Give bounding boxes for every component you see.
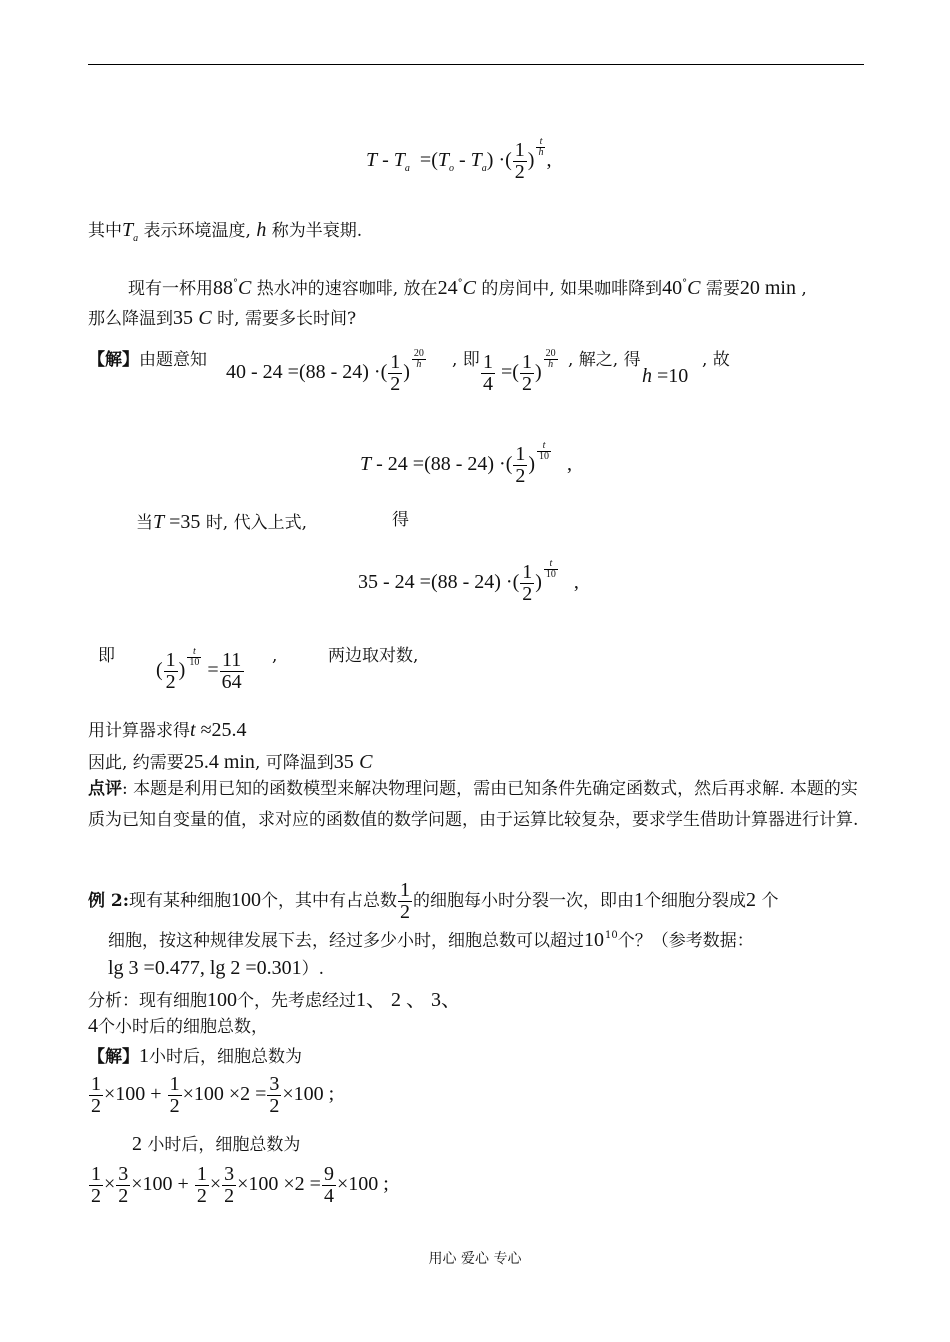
solution-formula-b: $\frac{1}{4}$ =( $\frac{1}{2}$ ) $^{\frac{20}{h}}$ [483,347,556,395]
calc-line: 用计算器求得t ≈25.4 [88,719,247,741]
example2-line-2: 细胞，按这种规律发展下去，经过多少小时，细胞总数可以超过$10^{10}$个？（参考数据： [108,929,754,951]
formula-newton-cooling: $T - T_a =(T_o - T_a)$ ·( $\frac{1}{2}$ ) $^{\frac{t}{h}}$ , [366,135,552,183]
log-text: 两边取对数, [328,646,419,666]
comma: , [272,646,278,666]
header-rule [88,64,864,65]
problem-line-1: 现有一杯用88°C 热水冲的速容咖啡, 放在24°C 的房间中, 如果咖啡降到40°C 需要20 min , [128,277,807,299]
analysis-line-1: 分析：现有细胞100个，先考虑经过1、 2 、 3、 [88,989,461,1011]
when-line: 当T =35 时, 代入上式, [136,511,308,533]
solution-jie: , 解之, 得 [568,350,641,370]
formula-35: 35 - 24 =(88 - 24) ·( $\frac{1}{2}$ ) $^{\frac{t}{10}}$ , [358,557,579,605]
solution-h: h =10 [642,365,689,387]
example2-line-3: lg 3 =0.477, lg 2 =0.301）. [108,957,325,979]
solution-formula-a: 40 - 24 =(88 - 24) ·( $\frac{1}{2}$ ) $^{\frac{20}{h}}$ [226,347,424,395]
solution2-line-2: 2 小时后，细胞总数为 [132,1133,301,1155]
comment-paragraph: 点评: 本题是利用已知的函数模型来解决物理问题，需由已知条件先确定函数式，然后再求解. 本题的实质为已知自变量的值，求对应的函数值的数学问题，由于运算比较复杂，要求学生借助计算器进行计算. [88,779,859,830]
analysis-line-2: 4个小时后的细胞总数， [88,1015,268,1037]
definition-line: 其中$T_a$ 表示环境温度, h 称为半衰期. [88,219,363,244]
when-de: 得 [392,510,409,530]
page-footer: 用心 爱心 专心 [428,1251,522,1267]
formula-2h: $\frac{1}{2}$ × $\frac{3}{2}$ ×100 + $\frac{1}{2}$ × $\frac{3}{2}$ ×100 ×2 = $\frac{9}{4}$ ×100 ; [91,1163,389,1207]
formula-T: T - 24 =(88 - 24) ·( $\frac{1}{2}$ ) $^{\frac{t}{10}}$ , [360,439,573,487]
problem-line-2: 那么降温到35 C 时, 需要多长时间? [88,307,357,329]
solution2-line: 【解】1小时后，细胞总数为 [88,1045,302,1067]
ji-label: 即 [98,646,115,666]
formula-ji: ( $\frac{1}{2}$ ) $^{\frac{t}{10}}$ = $\frac{11}{64}$ [156,645,242,693]
solution-gu: , 故 [702,350,730,370]
solution-line: 【解】由题意知 [88,350,207,370]
solution-ji: , 即 [452,350,480,370]
example2-line-1: 例 2:现有某种细胞100个，其中有占总数 $\frac{1}{2}$ 的细胞每小时分裂一次，即由1个细胞分裂成2 个 [88,879,779,923]
formula-1h: $\frac{1}{2}$ ×100 + $\frac{1}{2}$ ×100 ×2 = $\frac{3}{2}$ ×100 ; [91,1073,335,1117]
therefore-line: 因此, 约需要25.4 min, 可降温到35 C [88,751,373,773]
